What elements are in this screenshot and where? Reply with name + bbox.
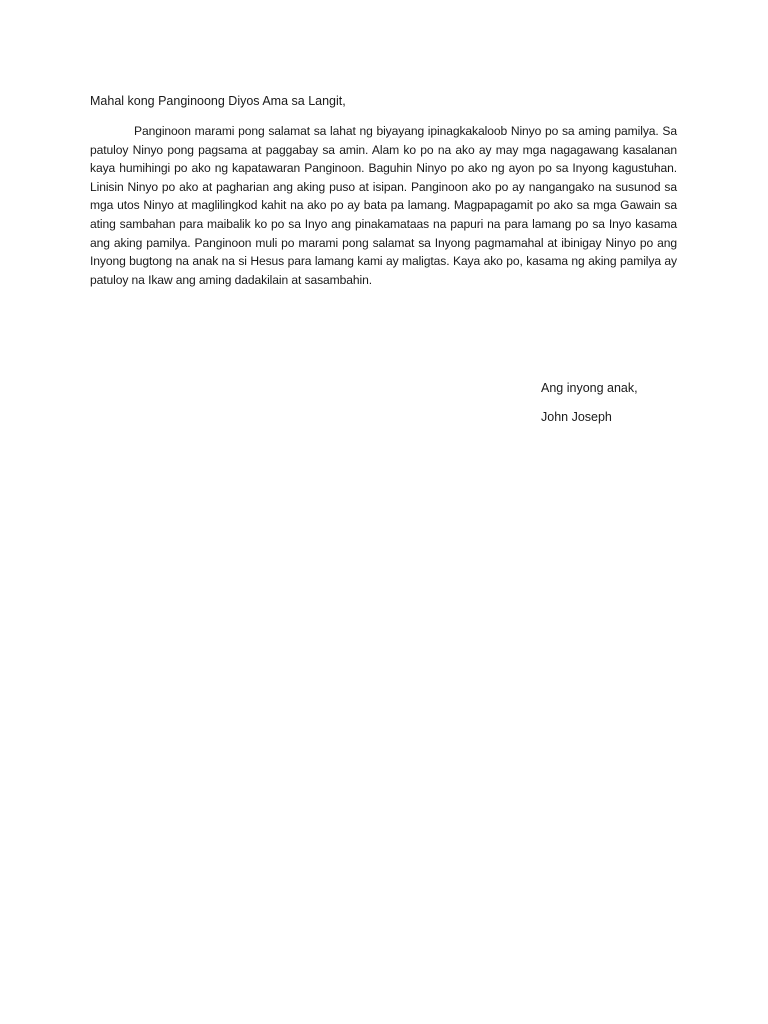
- letter-signature: John Joseph: [541, 410, 612, 424]
- letter-body: Panginoon marami pong salamat sa lahat ng biyayang ipinagkakaloob Ninyo po sa aming pamilya. Sa patuloy Ninyo pong pagsama at paggabay sa amin. Alam ko po na ako ay may mga nagagawang kasalanan kaya humihingi po ako ng kapatawaran Panginoon. Baguhin Ninyo po ako ng ayon po sa Inyong kagustuhan. Linisin Ninyo po ako at pagharian ang aking puso at isipan. Panginoon ako po ay nangangako na susunod sa mga utos Ninyo at maglilingkod kahit na ako po ay bata pa lamang. Magpapagamit po ako sa mga Gawain sa ating sambahan para maibalik ko po sa Inyo ang pinakamataas na papuri na para lamang po sa Inyo kasama ang aking pamilya. Panginoon muli po marami pong salamat sa Inyong pagmamahal at ibinigay Ninyo po ang Inyong bugtong na anak na si Hesus para lamang kami ay maligtas. Kaya ako po, kasama ng aking pamilya ay patuloy na Ikaw ang aming dadakilain at sasambahin.: [90, 124, 677, 287]
- letter-closing: Ang inyong anak,: [541, 381, 638, 395]
- letter-salutation: Mahal kong Panginoong Diyos Ama sa Langit,: [90, 94, 346, 108]
